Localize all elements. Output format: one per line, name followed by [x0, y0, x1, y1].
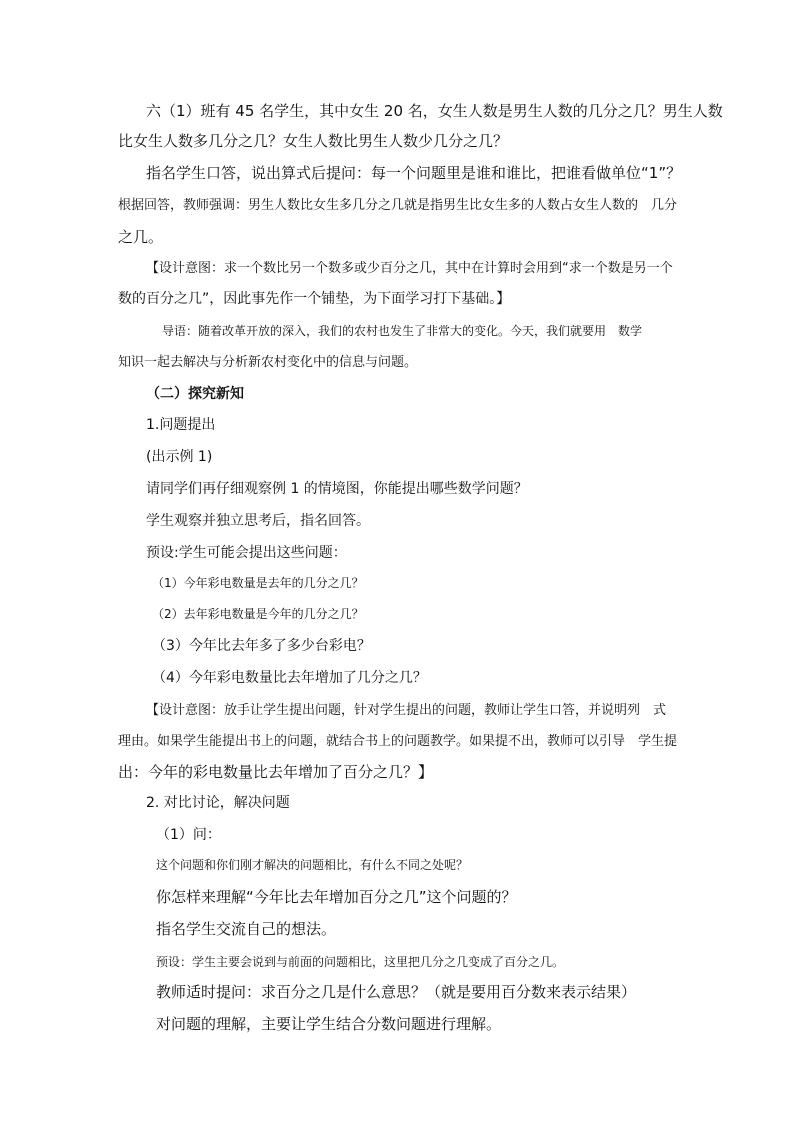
text-line: 比女生人数多几分之几？女生人数比男生人数少几分之几？: [118, 132, 509, 150]
section-heading: （二）探究新知: [146, 386, 244, 402]
text-line: 知识一起去解决与分析新农村变化中的信息与问题。: [118, 355, 418, 370]
text-line: 指名学生交流自己的想法。: [156, 920, 337, 938]
text-line: 请同学们再仔细观察例 1 的情境图，你能提出哪些数学问题？: [146, 481, 528, 497]
text-line: 预设：学生主要会说到与前面的问题相比，这里把几分之几变成了百分之几。: [156, 955, 565, 969]
text-line: 预设:学生可能会提出这些问题：: [146, 545, 347, 561]
text-line: 导语：随着改革开放的深入，我们的农村也发生了非常大的变化。今天，我们就要用 数学: [162, 324, 643, 338]
subsection-heading: 2. 对比讨论，解决问题: [146, 795, 290, 811]
text-line: 学生观察并独立思考后，指名回答。: [146, 513, 370, 529]
text-line: (出示例 1): [146, 449, 213, 465]
text-line: 数的百分之几”，因此事先作一个铺垫，为下面学习打下基础。】: [118, 291, 511, 307]
list-item: （3）今年比去年多了多少台彩电？: [152, 638, 371, 654]
text-line: 【设计意图：放手让学生提出问题，针对学生提出的问题，教师让学生口答，并说明列 式: [146, 703, 667, 718]
text-line: 理由。如果学生能提出书上的问题，就结合书上的问题教学。如果提不出，教师可以引导 学生提: [118, 734, 678, 749]
text-line: 你怎样来理解“今年比去年增加百分之几”这个问题的？: [156, 888, 517, 906]
subsection-heading: 1.问题提出: [146, 417, 216, 433]
text-line: 之几。: [118, 228, 164, 246]
text-line: 出：今年的彩电数量比去年增加了百分之几？】: [118, 763, 434, 781]
text-line: 教师适时提问：求百分之几是什么意思？（就是要用百分数来表示结果）: [156, 983, 637, 1001]
text-line: 根据回答，教师强调：男生人数比女生多几分之几就是指男生比女生多的人数占女生人数的 几分: [118, 198, 678, 213]
list-item: （4）今年彩电数量比去年增加了几分之几？: [152, 670, 427, 686]
text-line: 这个问题和你们刚才解决的问题相比，有什么不同之处呢？: [156, 858, 469, 872]
text-line: 【设计意图：求一个数比另一个数多或少百分之几，其中在计算时会用到“求一个数是另一个: [146, 261, 673, 276]
text-line: 对问题的理解，主要让学生结合分数问题进行理解。: [156, 1015, 502, 1033]
text-line: 六（1）班有 45 名学生，其中女生 20 名，女生人数是男生人数的几分之几？男生人数: [146, 102, 723, 120]
text-line: 指名学生口答，说出算式后提问：每一个问题里是谁和谁比，把谁看做单位“1”？: [146, 164, 682, 182]
list-item: （1）今年彩电数量是去年的几分之几？: [152, 576, 364, 590]
text-line: （1）问：: [156, 827, 221, 843]
list-item: （2）去年彩电数量是今年的几分之几？: [152, 607, 364, 621]
